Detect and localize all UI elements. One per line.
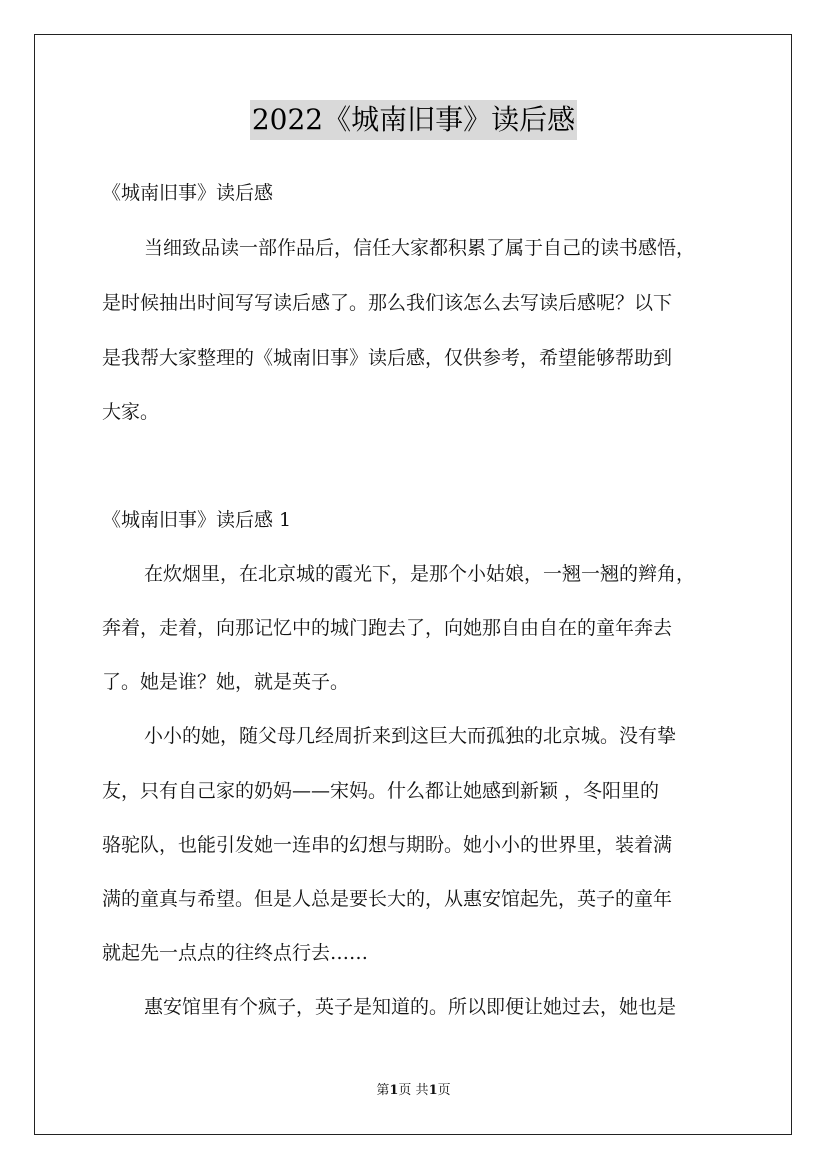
footer-page-number: 1 <box>389 1083 399 1098</box>
title-wrap <box>0 100 827 140</box>
page-footer <box>0 1083 827 1099</box>
paragraph-line: 小小的她，随父母几经周折来到这巨大而孤独的北京城。没有挚 <box>144 725 677 747</box>
document-title: 2022《城南旧事》读后感 <box>250 100 577 140</box>
paragraph-line: 惠安馆里有个疯子，英子是知道的。所以即便让她过去，她也是 <box>144 996 677 1018</box>
paragraph-line: 是我帮大家整理的《城南旧事》读后感，仅供参考，希望能够帮助到 <box>102 347 673 369</box>
paragraph-line: 友，只有自己家的奶妈——宋妈。什么都让她感到新颖 ，冬阳里的 <box>102 780 660 802</box>
section-heading: 《城南旧事》读后感 <box>102 182 274 204</box>
paragraph-line: 就起先一点点的往终点行去…… <box>102 942 369 964</box>
footer-suffix: 页 <box>437 1083 451 1098</box>
paragraph-line: 奔着，走着，向那记忆中的城门跑去了，向她那自由自在的童年奔去 <box>102 617 673 639</box>
paragraph-line: 了。她是谁？她，就是英子。 <box>102 671 350 693</box>
section-heading: 《城南旧事》读后感 1 <box>102 509 292 531</box>
paragraph-line: 在炊烟里，在北京城的霞光下，是那个小姑娘，一翘一翘的辫角， <box>144 563 696 585</box>
paragraph-line: 满的童真与希望。但是人总是要长大的，从惠安馆起先，英子的童年 <box>102 888 673 910</box>
footer-total-pages: 1 <box>428 1083 438 1098</box>
paragraph-line: 是时候抽出时间写写读后感了。那么我们该怎么去写读后感呢？以下 <box>102 292 673 314</box>
paragraph-line: 当细致品读一部作品后，信任大家都积累了属于自己的读书感悟， <box>144 237 696 259</box>
paragraph-line: 骆驼队，也能引发她一连串的幻想与期盼。她小小的世界里，装着满 <box>102 834 673 856</box>
footer-prefix: 第 <box>376 1083 390 1098</box>
footer-mid: 页 共 <box>398 1083 429 1098</box>
paragraph-line: 大家。 <box>102 401 160 423</box>
